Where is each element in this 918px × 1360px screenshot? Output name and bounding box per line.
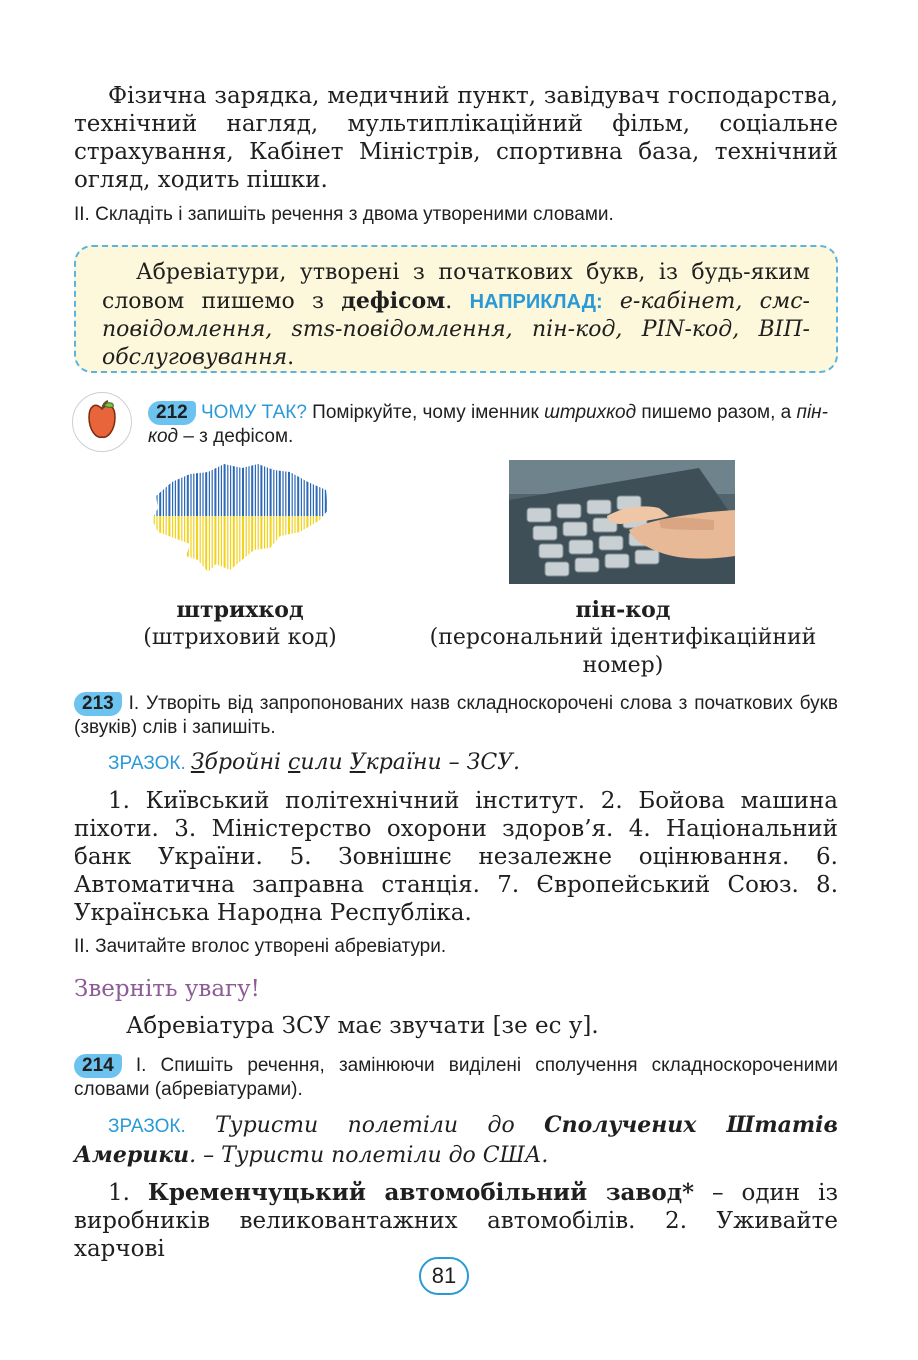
exercise-number-213: 213	[74, 692, 122, 716]
rule-text: Абревіатури, утворені з початкових букв, із будь-яким словом пишемо з дефісом. НАПРИКЛАД: е-кабінет, смс-повідомлення, sms-повідомлення, пін-код, PIN-код, ВІП-обслуговування.	[102, 260, 810, 370]
exercise-212: 212 ЧОМУ ТАК? Поміркуйте, чому іменник штрихкод пишемо разом, а пін-код – з дефісом.	[148, 402, 828, 447]
exercise-214-sample: ЗРАЗОК. Туристи полетіли до Сполучених Штатів Америки. – Туристи полетіли до США.	[74, 1112, 838, 1168]
exercise-number-212: 212	[148, 401, 196, 425]
rule-examples: е-кабінет, смс-повідомлення, sms-повідомлення, пін-код, PIN-код, ВІП-обслуговування	[102, 289, 810, 370]
exercise-212-heading: ЧОМУ ТАК?	[200, 402, 307, 423]
exercise-214-list: 1. Кременчуцький автомобільний завод* – один із виробників великовантажних автомобілів. 2. Уживайте харчові	[74, 1179, 838, 1262]
attention-title: Зверніть увагу!	[74, 976, 260, 1002]
task-ii-compose: ІІ. Складіть і запишіть речення з двома утвореними словами.	[74, 204, 614, 225]
sample-label: ЗРАЗОК.	[108, 753, 186, 774]
rule-bold-word: дефісом	[341, 288, 446, 314]
exercise-213-task: 213 І. Утворіть від запропонованих назв складноскорочені слова з початкових букв (звуків) слів і запишіть.	[74, 693, 838, 738]
attention-text: Абревіатура ЗСУ має звучати [зе ес у].	[126, 1013, 599, 1039]
apple-icon	[72, 392, 132, 452]
caption-barcode-sub: (штриховий код)	[143, 625, 337, 650]
rule-box	[74, 245, 838, 373]
exercise-number-214: 214	[74, 1054, 122, 1078]
exercise-213-task2: ІІ. Зачитайте вголос утворені абревіатури.	[74, 936, 447, 957]
exercise-214-task: 214 І. Спишіть речення, замінюючи виділені сполучення складноскороченими словами (абревіатурами).	[74, 1055, 838, 1100]
caption-barcode-title: штрихкод	[176, 597, 304, 623]
atm-keypad-photo	[509, 460, 735, 584]
caption-pin-title: пін-код	[575, 597, 671, 623]
rule-example-label: НАПРИКЛАД:	[469, 291, 603, 313]
caption-barcode	[110, 596, 370, 652]
barcode-map-image	[150, 460, 330, 580]
caption-pin-sub: (персональний ідентифікаційний номер)	[429, 625, 817, 678]
sample-label-214: ЗРАЗОК.	[108, 1116, 186, 1137]
exercise-213-list: 1. Київський політехнічний інститут. 2. Бойова машина піхоти. 3. Міністерство охорони здоров’я. 4. Національний банк України. 5. Зовнішнє незалежне оцінювання. 6. Автоматична заправна станція. 7. Європейський Союз. 8. Українська Народна Республіка.	[74, 788, 838, 926]
exercise-213-sample: ЗРАЗОК. Збройні сили України – ЗСУ.	[108, 750, 521, 775]
intro-paragraph: Фізична зарядка, медичний пункт, завідувач господарства, технічний нагляд, мультиплікаційний фільм, соціальне страхування, Кабінет Міністрів, спортивна база, технічний огляд, ходить пішки.	[74, 83, 838, 193]
page-number: 81	[419, 1257, 469, 1295]
caption-pin	[400, 596, 846, 680]
